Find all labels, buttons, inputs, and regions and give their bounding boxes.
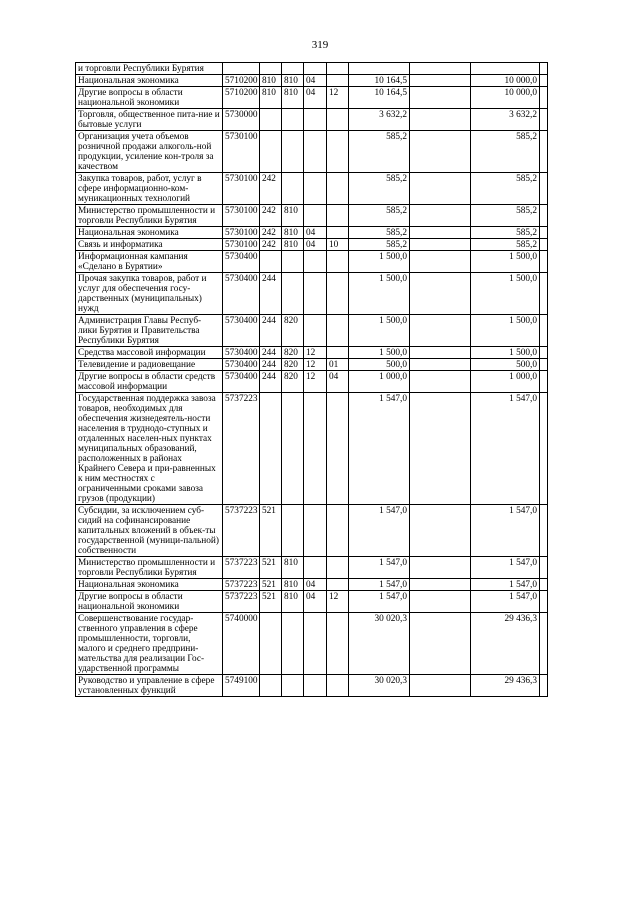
table-row: [76, 371, 548, 393]
row-subsection-cell: [327, 393, 349, 505]
row-empty-cell: [410, 371, 471, 393]
row-name-cell: Организация учета объемов розничной продажи алкоголь-ной продукции, усиление кон-троля за качеством: [76, 131, 223, 173]
row-name-cell: Другие вопросы в области средств массовой информации: [76, 371, 223, 393]
row-admin-code-cell: 810: [282, 591, 304, 613]
row-amount-2-cell: 1 547,0: [471, 557, 540, 579]
row-amount-2-cell: 1 547,0: [471, 505, 540, 557]
row-empty-cell: [410, 591, 471, 613]
row-empty-cell: [540, 173, 548, 205]
row-section-cell: [304, 251, 327, 273]
row-empty-cell: [540, 239, 548, 251]
row-empty-cell: [410, 557, 471, 579]
row-amount-1-cell: 585,2: [349, 131, 410, 173]
row-empty-cell: [410, 505, 471, 557]
row-amount-1-cell: 1 547,0: [349, 591, 410, 613]
row-expense-type-cell: 244: [260, 347, 282, 359]
row-section-cell: 04: [304, 87, 327, 109]
row-name-cell: Другие вопросы в области национальной экономики: [76, 591, 223, 613]
row-section-cell: [304, 273, 327, 315]
row-amount-2-cell: 10 000,0: [471, 75, 540, 87]
row-name-cell: Связь и информатика: [76, 239, 223, 251]
row-amount-2-cell: 3 632,2: [471, 109, 540, 131]
row-empty-cell: [410, 75, 471, 87]
table-row: [76, 347, 548, 359]
row-subsection-cell: [327, 315, 349, 347]
row-target-code-cell: 5730100: [223, 131, 260, 173]
row-subsection-cell: [327, 109, 349, 131]
row-section-cell: [304, 109, 327, 131]
row-amount-1-cell: [349, 63, 410, 75]
table-row: [76, 173, 548, 205]
row-subsection-cell: [327, 505, 349, 557]
row-empty-cell: [540, 675, 548, 697]
budget-table: [75, 62, 548, 697]
row-empty-cell: [410, 227, 471, 239]
row-amount-2-cell: 1 500,0: [471, 251, 540, 273]
row-admin-code-cell: 820: [282, 347, 304, 359]
row-admin-code-cell: 810: [282, 557, 304, 579]
row-section-cell: 12: [304, 347, 327, 359]
row-target-code-cell: 5730100: [223, 227, 260, 239]
row-expense-type-cell: [260, 675, 282, 697]
row-section-cell: 12: [304, 371, 327, 393]
row-amount-1-cell: 1 500,0: [349, 315, 410, 347]
row-empty-cell: [410, 579, 471, 591]
table-row: [76, 675, 548, 697]
row-amount-1-cell: 585,2: [349, 173, 410, 205]
row-name-cell: Руководство и управление в сфере установленных функций: [76, 675, 223, 697]
row-empty-cell: [540, 205, 548, 227]
row-name-cell: Совершенствование государ-ственного управления в сфере промышленности, торговли, малого и среднего предприни-мательства для реализации Гос-ударственной программы: [76, 613, 223, 675]
row-empty-cell: [410, 131, 471, 173]
row-empty-cell: [410, 393, 471, 505]
row-empty-cell: [540, 393, 548, 505]
row-empty-cell: [540, 613, 548, 675]
row-amount-2-cell: 585,2: [471, 173, 540, 205]
row-target-code-cell: 5730100: [223, 173, 260, 205]
row-section-cell: [304, 173, 327, 205]
row-amount-1-cell: 1 000,0: [349, 371, 410, 393]
row-admin-code-cell: [282, 393, 304, 505]
row-amount-2-cell: 585,2: [471, 131, 540, 173]
row-section-cell: 04: [304, 227, 327, 239]
row-name-cell: и торговли Республики Бурятия: [76, 63, 223, 75]
row-amount-1-cell: 1 547,0: [349, 557, 410, 579]
row-empty-cell: [540, 87, 548, 109]
row-subsection-cell: [327, 273, 349, 315]
table-row: [76, 557, 548, 579]
row-subsection-cell: [327, 579, 349, 591]
row-admin-code-cell: 810: [282, 579, 304, 591]
row-empty-cell: [540, 109, 548, 131]
row-amount-1-cell: 1 547,0: [349, 393, 410, 505]
row-empty-cell: [540, 131, 548, 173]
row-empty-cell: [410, 613, 471, 675]
row-target-code-cell: 5737223: [223, 591, 260, 613]
row-empty-cell: [410, 87, 471, 109]
row-amount-1-cell: 585,2: [349, 227, 410, 239]
row-empty-cell: [410, 239, 471, 251]
row-amount-2-cell: 1 547,0: [471, 591, 540, 613]
table-row: [76, 227, 548, 239]
row-admin-code-cell: 810: [282, 227, 304, 239]
row-amount-2-cell: 1 547,0: [471, 579, 540, 591]
row-section-cell: [304, 505, 327, 557]
row-empty-cell: [410, 315, 471, 347]
row-empty-cell: [410, 251, 471, 273]
row-subsection-cell: 01: [327, 359, 349, 371]
row-empty-cell: [540, 557, 548, 579]
row-subsection-cell: [327, 75, 349, 87]
row-expense-type-cell: [260, 251, 282, 273]
row-name-cell: Информационная кампания «Сделано в Бурятии»: [76, 251, 223, 273]
page-number: 319: [311, 39, 329, 51]
row-target-code-cell: 5740000: [223, 613, 260, 675]
row-subsection-cell: [327, 131, 349, 173]
row-expense-type-cell: [260, 613, 282, 675]
row-target-code-cell: 5730400: [223, 251, 260, 273]
table-row: [76, 505, 548, 557]
row-empty-cell: [540, 75, 548, 87]
row-section-cell: [304, 613, 327, 675]
row-empty-cell: [410, 347, 471, 359]
row-expense-type-cell: 521: [260, 591, 282, 613]
table-row: [76, 109, 548, 131]
row-empty-cell: [410, 205, 471, 227]
table-row: [76, 87, 548, 109]
row-amount-2-cell: 1 500,0: [471, 273, 540, 315]
row-admin-code-cell: [282, 109, 304, 131]
table-row: [76, 251, 548, 273]
row-expense-type-cell: 242: [260, 205, 282, 227]
row-section-cell: 04: [304, 75, 327, 87]
table-row: [76, 579, 548, 591]
row-target-code-cell: 5737223: [223, 579, 260, 591]
row-amount-2-cell: [471, 63, 540, 75]
row-subsection-cell: [327, 205, 349, 227]
row-amount-1-cell: 1 500,0: [349, 251, 410, 273]
table-row: [76, 63, 548, 75]
row-amount-2-cell: 10 000,0: [471, 87, 540, 109]
row-amount-2-cell: 29 436,3: [471, 613, 540, 675]
row-amount-2-cell: 500,0: [471, 359, 540, 371]
row-admin-code-cell: 810: [282, 87, 304, 109]
row-section-cell: [304, 205, 327, 227]
row-expense-type-cell: 242: [260, 227, 282, 239]
row-target-code-cell: 5749100: [223, 675, 260, 697]
row-section-cell: 12: [304, 359, 327, 371]
row-amount-1-cell: 1 547,0: [349, 579, 410, 591]
row-admin-code-cell: [282, 505, 304, 557]
row-subsection-cell: [327, 557, 349, 579]
row-subsection-cell: [327, 227, 349, 239]
row-target-code-cell: 5710200: [223, 75, 260, 87]
row-expense-type-cell: 244: [260, 371, 282, 393]
row-expense-type-cell: [260, 109, 282, 131]
row-empty-cell: [410, 63, 471, 75]
row-amount-1-cell: 500,0: [349, 359, 410, 371]
row-section-cell: 04: [304, 591, 327, 613]
row-amount-2-cell: 585,2: [471, 205, 540, 227]
table-row: [76, 613, 548, 675]
row-amount-1-cell: 30 020,3: [349, 613, 410, 675]
row-subsection-cell: [327, 613, 349, 675]
row-amount-1-cell: 585,2: [349, 205, 410, 227]
row-target-code-cell: 5730100: [223, 205, 260, 227]
table-row: [76, 315, 548, 347]
table-row: [76, 273, 548, 315]
row-empty-cell: [540, 359, 548, 371]
row-name-cell: Средства массовой информации: [76, 347, 223, 359]
row-expense-type-cell: 810: [260, 87, 282, 109]
row-empty-cell: [540, 371, 548, 393]
row-amount-2-cell: 1 500,0: [471, 315, 540, 347]
row-expense-type-cell: [260, 393, 282, 505]
row-empty-cell: [540, 579, 548, 591]
row-name-cell: Министерство промышленности и торговли Республики Бурятия: [76, 557, 223, 579]
row-empty-cell: [410, 273, 471, 315]
row-name-cell: Национальная экономика: [76, 579, 223, 591]
row-subsection-cell: [327, 173, 349, 205]
row-name-cell: Субсидии, за исключением суб-сидий на софинансирование капитальных вложений в объек-ты государственной (муници-пальной) собственности: [76, 505, 223, 557]
row-empty-cell: [410, 173, 471, 205]
row-target-code-cell: 5730000: [223, 109, 260, 131]
row-empty-cell: [540, 273, 548, 315]
row-target-code-cell: 5710200: [223, 87, 260, 109]
row-subsection-cell: 10: [327, 239, 349, 251]
row-amount-2-cell: 1 500,0: [471, 347, 540, 359]
row-amount-1-cell: 30 020,3: [349, 675, 410, 697]
row-section-cell: [304, 557, 327, 579]
row-name-cell: Закупка товаров, работ, услуг в сфере информационно-ком-муникационных технологий: [76, 173, 223, 205]
row-amount-1-cell: 3 632,2: [349, 109, 410, 131]
row-expense-type-cell: 810: [260, 75, 282, 87]
row-target-code-cell: 5737223: [223, 505, 260, 557]
row-admin-code-cell: [282, 63, 304, 75]
row-admin-code-cell: 820: [282, 371, 304, 393]
row-target-code-cell: 5730100: [223, 239, 260, 251]
row-admin-code-cell: 810: [282, 239, 304, 251]
row-name-cell: Другие вопросы в области национальной экономики: [76, 87, 223, 109]
row-name-cell: Администрация Главы Респуб-лики Бурятия и Правительства Республики Бурятия: [76, 315, 223, 347]
row-subsection-cell: 12: [327, 87, 349, 109]
table-row: [76, 205, 548, 227]
row-amount-2-cell: 585,2: [471, 239, 540, 251]
row-empty-cell: [540, 227, 548, 239]
table-row: [76, 393, 548, 505]
row-amount-1-cell: 1 547,0: [349, 505, 410, 557]
row-admin-code-cell: 810: [282, 75, 304, 87]
table-row: [76, 359, 548, 371]
row-expense-type-cell: 244: [260, 273, 282, 315]
table-row: [76, 239, 548, 251]
row-section-cell: [304, 315, 327, 347]
row-target-code-cell: 5730400: [223, 315, 260, 347]
row-target-code-cell: 5737223: [223, 557, 260, 579]
row-expense-type-cell: 521: [260, 505, 282, 557]
row-amount-1-cell: 10 164,5: [349, 87, 410, 109]
row-target-code-cell: 5737223: [223, 393, 260, 505]
row-expense-type-cell: 244: [260, 359, 282, 371]
row-amount-2-cell: 1 547,0: [471, 393, 540, 505]
row-admin-code-cell: 820: [282, 359, 304, 371]
row-admin-code-cell: 810: [282, 205, 304, 227]
row-target-code-cell: 5730400: [223, 273, 260, 315]
row-empty-cell: [540, 251, 548, 273]
row-admin-code-cell: [282, 273, 304, 315]
row-expense-type-cell: [260, 63, 282, 75]
row-empty-cell: [410, 675, 471, 697]
row-empty-cell: [540, 591, 548, 613]
row-target-code-cell: 5730400: [223, 359, 260, 371]
row-section-cell: [304, 675, 327, 697]
table-row: [76, 591, 548, 613]
row-subsection-cell: [327, 63, 349, 75]
row-empty-cell: [540, 315, 548, 347]
table-row: [76, 75, 548, 87]
row-section-cell: [304, 131, 327, 173]
row-subsection-cell: [327, 675, 349, 697]
row-name-cell: Торговля, общественное пита-ние и бытовые услуги: [76, 109, 223, 131]
row-expense-type-cell: 242: [260, 173, 282, 205]
row-name-cell: Телевидение и радиовещание: [76, 359, 223, 371]
row-name-cell: Национальная экономика: [76, 75, 223, 87]
row-expense-type-cell: [260, 131, 282, 173]
row-section-cell: [304, 393, 327, 505]
row-amount-2-cell: 585,2: [471, 227, 540, 239]
row-subsection-cell: [327, 347, 349, 359]
row-amount-2-cell: 29 436,3: [471, 675, 540, 697]
row-amount-1-cell: 1 500,0: [349, 273, 410, 315]
row-name-cell: Национальная экономика: [76, 227, 223, 239]
row-expense-type-cell: 521: [260, 557, 282, 579]
row-admin-code-cell: 820: [282, 315, 304, 347]
row-subsection-cell: 12: [327, 591, 349, 613]
row-empty-cell: [540, 505, 548, 557]
row-empty-cell: [540, 347, 548, 359]
row-section-cell: 04: [304, 579, 327, 591]
row-admin-code-cell: [282, 613, 304, 675]
row-target-code-cell: 5730400: [223, 347, 260, 359]
row-name-cell: Министерство промышленности и торговли Республики Бурятия: [76, 205, 223, 227]
row-expense-type-cell: 244: [260, 315, 282, 347]
row-target-code-cell: [223, 63, 260, 75]
row-target-code-cell: 5730400: [223, 371, 260, 393]
row-expense-type-cell: 242: [260, 239, 282, 251]
row-empty-cell: [410, 359, 471, 371]
budget-table-body: [76, 63, 548, 697]
row-section-cell: 04: [304, 239, 327, 251]
row-subsection-cell: [327, 251, 349, 273]
row-admin-code-cell: [282, 675, 304, 697]
row-admin-code-cell: [282, 251, 304, 273]
row-name-cell: Государственная поддержка завоза товаров, необходимых для обеспечения жизнедеятель-ности населения в труднодо-ступных и отдаленных населен-ных пунктах муниципальных образований, расположенных в районах Крайнего Севера и при-равненных к ним местностях с ограниченными сроками завоза грузов (продукции): [76, 393, 223, 505]
row-amount-1-cell: 585,2: [349, 239, 410, 251]
row-amount-1-cell: 1 500,0: [349, 347, 410, 359]
row-section-cell: [304, 63, 327, 75]
row-amount-2-cell: 1 000,0: [471, 371, 540, 393]
row-subsection-cell: 04: [327, 371, 349, 393]
row-admin-code-cell: [282, 173, 304, 205]
row-expense-type-cell: 521: [260, 579, 282, 591]
table-row: [76, 131, 548, 173]
row-amount-1-cell: 10 164,5: [349, 75, 410, 87]
row-name-cell: Прочая закупка товаров, работ и услуг для обеспечения госу-дарственных (муниципальных) нужд: [76, 273, 223, 315]
row-admin-code-cell: [282, 131, 304, 173]
row-empty-cell: [410, 109, 471, 131]
row-empty-cell: [540, 63, 548, 75]
